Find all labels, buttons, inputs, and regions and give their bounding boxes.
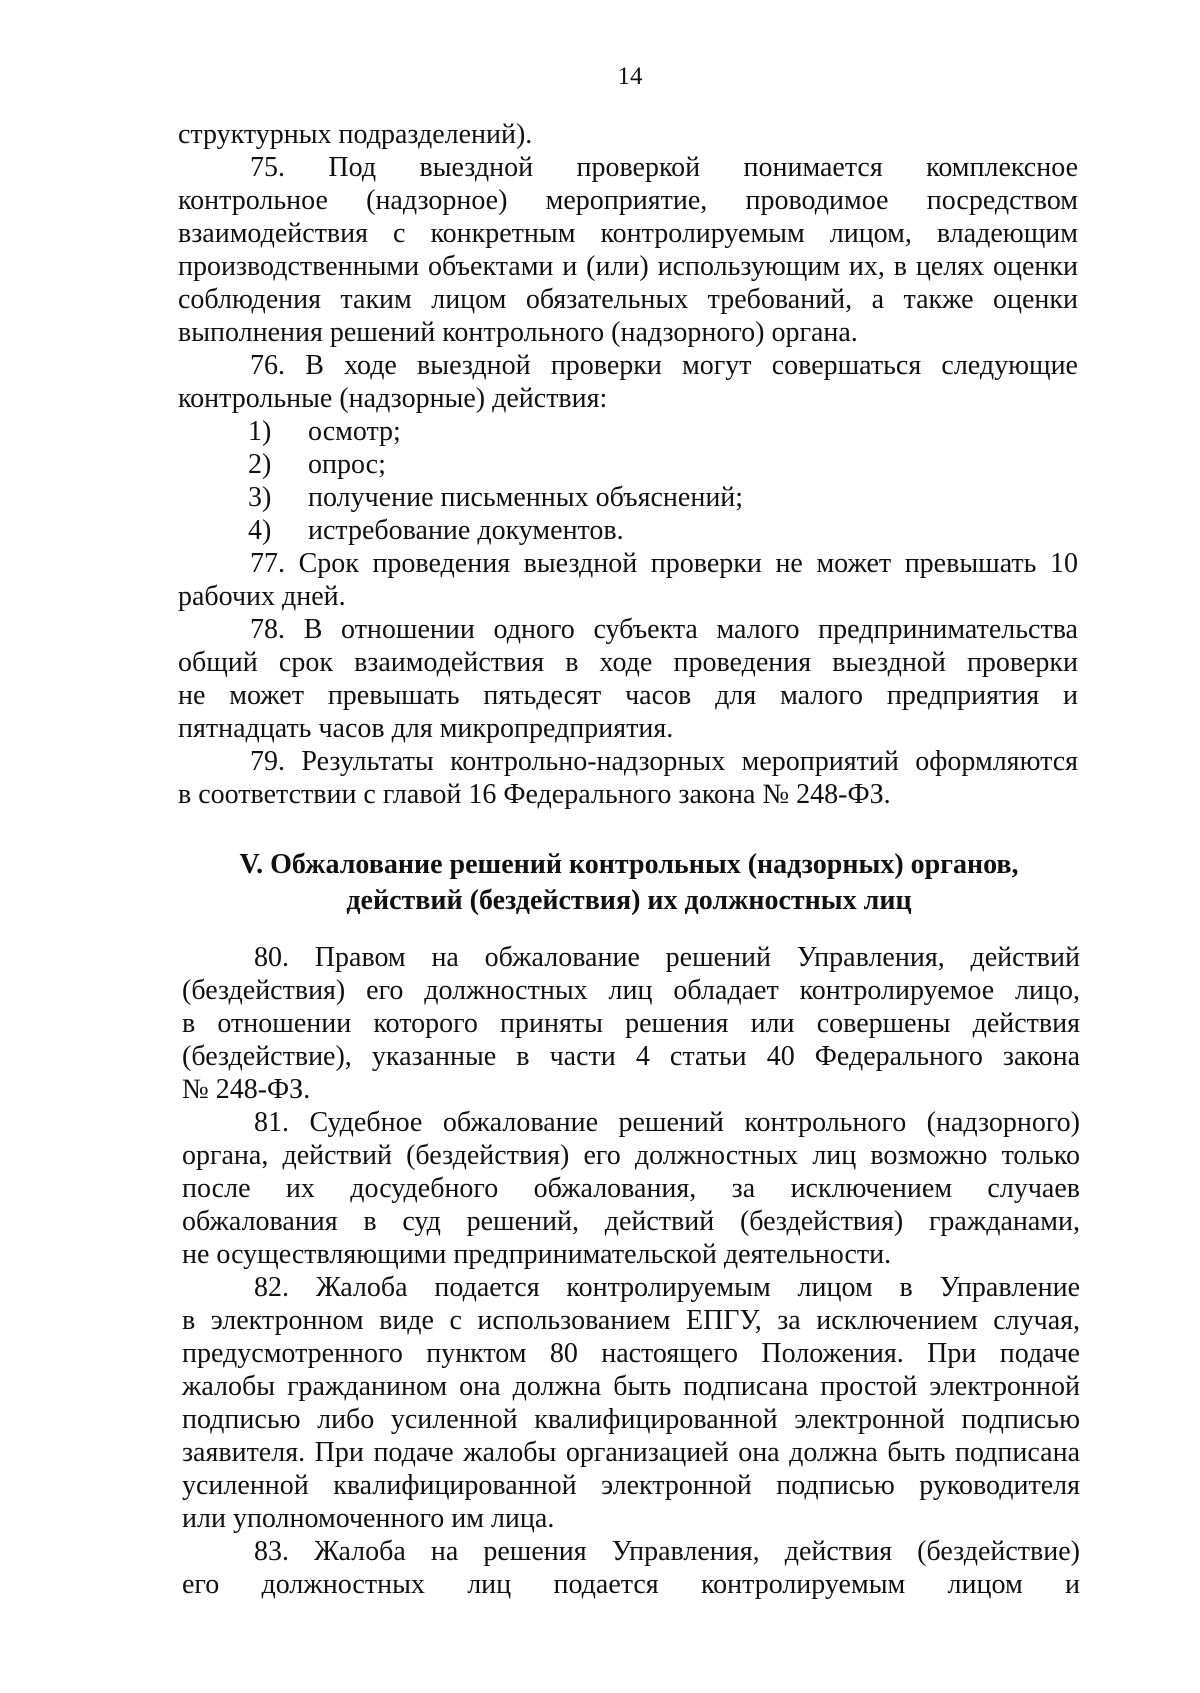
list-item bbox=[248, 449, 386, 481]
text-line: общий срок взаимодействия в ходе проведения выездной проверки bbox=[178, 647, 1078, 678]
text-line: рабочих дней. bbox=[178, 581, 346, 612]
text-line: 80. Правом на обжалование решений Управления, действий bbox=[254, 942, 1080, 973]
text-line: пятнадцать часов для микропредприятия. bbox=[178, 713, 674, 744]
text-line: 82. Жалоба подается контролируемым лицом в Управление bbox=[254, 1272, 1080, 1303]
text-line: 83. Жалоба на решения Управления, действия (бездействие) bbox=[254, 1536, 1080, 1567]
list-item bbox=[248, 482, 743, 514]
text-line: после их досудебного обжалования, за исключением случаев bbox=[182, 1173, 1080, 1204]
text-line: № 248-ФЗ. bbox=[182, 1074, 311, 1105]
text-line: 81. Судебное обжалование решений контрольного (надзорного) bbox=[254, 1107, 1080, 1138]
page-number: 14 bbox=[617, 63, 643, 90]
list-item-text: получение письменных объяснений; bbox=[308, 482, 744, 513]
text-line: в соответствии с главой 16 Федерального закона № 248-ФЗ. bbox=[178, 779, 891, 810]
list-item-number: 4) bbox=[248, 515, 272, 546]
text-line: предусмотренного пунктом 80 настоящего Положения. При подаче bbox=[182, 1338, 1080, 1369]
text-line: его должностных лиц подается контролируемым лицом и bbox=[182, 1569, 1080, 1600]
list-item-text: осмотр; bbox=[308, 416, 401, 447]
text-line: взаимодействия с конкретным контролируемым лицом, владеющим bbox=[178, 218, 1078, 249]
text-line: заявителя. При подаче жалобы организацией она должна быть подписана bbox=[182, 1437, 1080, 1468]
text-line: в электронном виде с использованием ЕПГУ, за исключением случая, bbox=[182, 1305, 1080, 1336]
list-item bbox=[248, 416, 401, 448]
list-item-number: 3) bbox=[248, 482, 272, 513]
text-line: не осуществляющими предпринимательской деятельности. bbox=[182, 1239, 892, 1270]
text-line: 75. Под выездной проверкой понимается комплексное bbox=[250, 152, 1078, 183]
text-line: структурных подразделений). bbox=[178, 119, 533, 150]
text-line: 77. Срок проведения выездной проверки не может превышать 10 bbox=[250, 548, 1078, 579]
list-item bbox=[248, 515, 624, 547]
text-line: (бездействия) его должностных лиц обладает контролируемое лицо, bbox=[182, 975, 1080, 1006]
text-line: в отношении которого приняты решения или совершены действия bbox=[182, 1008, 1080, 1039]
text-line: контрольные (надзорные) действия: bbox=[178, 383, 608, 414]
text-line: 79. Результаты контрольно-надзорных мероприятий оформляются bbox=[250, 746, 1078, 777]
text-line: жалобы гражданином она должна быть подписана простой электронной bbox=[182, 1371, 1080, 1402]
text-line: соблюдения таким лицом обязательных требований, а также оценки bbox=[178, 284, 1078, 315]
text-line: (бездействие), указанные в части 4 статьи 40 Федерального закона bbox=[182, 1041, 1080, 1072]
text-line: обжалования в суд решений, действий (бездействия) гражданами, bbox=[182, 1206, 1080, 1237]
text-line: 78. В отношении одного субъекта малого предпринимательства bbox=[250, 614, 1078, 645]
text-line: усиленной квалифицированной электронной подписью руководителя bbox=[182, 1470, 1080, 1501]
text-line: не может превышать пятьдесят часов для малого предприятия и bbox=[178, 680, 1078, 711]
section-title: действий (бездействия) их должностных лиц bbox=[346, 885, 912, 916]
text-line: подписью либо усиленной квалифицированной электронной подписью bbox=[182, 1404, 1080, 1435]
text-line: производственными объектами и (или) использующим их, в целях оценки bbox=[178, 251, 1078, 282]
text-line: выполнения решений контрольного (надзорного) органа. bbox=[178, 317, 858, 348]
text-line: 76. В ходе выездной проверки могут совершаться следующие bbox=[250, 350, 1078, 381]
text-line: контрольное (надзорное) мероприятие, проводимое посредством bbox=[178, 185, 1078, 216]
list-item-text: истребование документов. bbox=[308, 515, 624, 546]
list-item-number: 1) bbox=[248, 416, 272, 447]
text-line: органа, действий (бездействия) его должностных лиц возможно только bbox=[182, 1140, 1080, 1171]
section-title: V. Обжалование решений контрольных (надзорных) органов, bbox=[239, 849, 1019, 880]
list-item-number: 2) bbox=[248, 449, 272, 480]
list-item-text: опрос; bbox=[308, 449, 386, 480]
text-line: или уполномоченного им лица. bbox=[182, 1503, 555, 1534]
